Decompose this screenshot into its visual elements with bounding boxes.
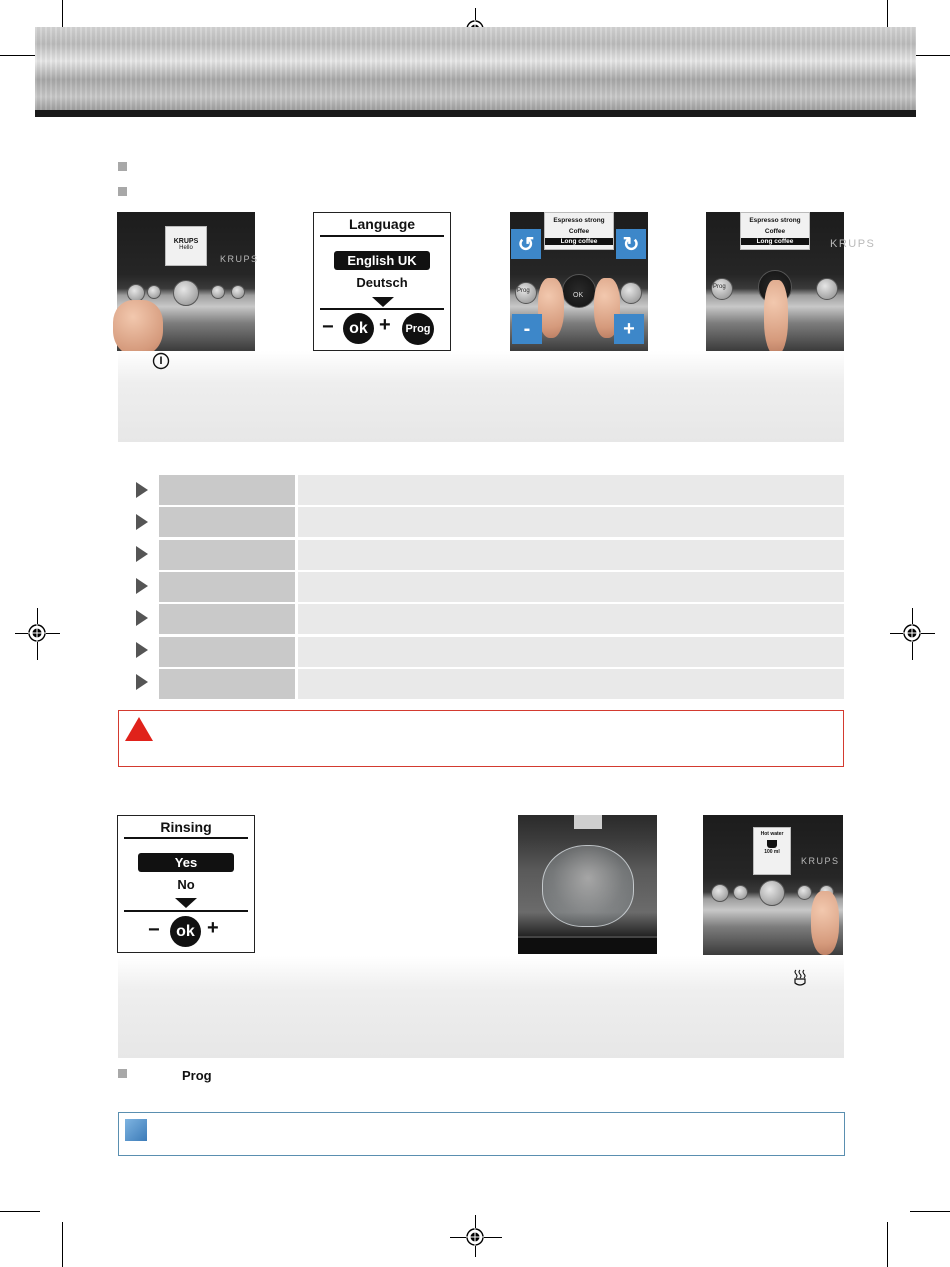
step-bullet: [118, 187, 127, 196]
language-value-cell: [298, 572, 844, 602]
language-label-cell: [159, 669, 295, 699]
down-arrow-icon: [175, 898, 197, 908]
ok-button-icon: ok: [170, 916, 201, 947]
spout: [574, 815, 602, 829]
row-arrow-icon: [136, 546, 148, 562]
language-screen-title: Language: [348, 216, 416, 232]
plus-tile: +: [614, 314, 644, 344]
language-screen: [313, 212, 451, 351]
rinsing-screen: [117, 815, 255, 953]
row-arrow-icon: [136, 578, 148, 594]
glass-bowl-photo: [518, 815, 657, 954]
menu-line: Espresso strong: [749, 217, 801, 224]
row-arrow-icon: [136, 610, 148, 626]
panel-button[interactable]: [211, 285, 225, 299]
screen-text: Hello: [179, 245, 193, 251]
machine-brand: KRUPS: [830, 238, 876, 250]
screen-divider: [320, 235, 444, 237]
row-arrow-icon: [136, 514, 148, 530]
rotate-left-icon: ↺: [511, 229, 541, 259]
rinsing-selected-option[interactable]: Yes: [138, 853, 234, 872]
language-label-cell: [159, 637, 295, 667]
language-label-cell: [159, 572, 295, 602]
ok-button-icon: ok: [343, 313, 374, 344]
language-value-cell: [298, 507, 844, 537]
screen-divider: [124, 837, 248, 839]
warning-icon: [125, 717, 153, 741]
selector-knob[interactable]: [759, 880, 785, 906]
glass-bowl: [542, 845, 634, 927]
screen-divider: [124, 910, 248, 912]
plus-symbol: +: [379, 314, 391, 336]
menu-line: Coffee: [764, 228, 786, 235]
finger-illustration: [811, 891, 839, 955]
prog-button-icon: Prog: [402, 313, 434, 345]
language-value-cell: [298, 604, 844, 634]
language-value-cell: [298, 540, 844, 570]
warning-box: [118, 710, 844, 767]
prog-label: Prog: [182, 1068, 212, 1083]
drip-tray: [518, 936, 657, 954]
menu-line: Espresso strong: [553, 217, 605, 224]
panel-button[interactable]: [147, 285, 161, 299]
rinsing-option[interactable]: No: [177, 877, 195, 892]
cup-icon: [767, 840, 777, 848]
panel-button[interactable]: [231, 285, 245, 299]
row-arrow-icon: [136, 482, 148, 498]
panel-button[interactable]: [620, 282, 642, 304]
minus-symbol: −: [148, 919, 160, 941]
menu-line: Coffee: [568, 228, 590, 235]
machine-screen: [165, 226, 207, 266]
power-icon: [152, 352, 170, 370]
info-icon: [125, 1119, 147, 1141]
header-bar: [35, 27, 916, 112]
language-value-cell: [298, 637, 844, 667]
language-selected-option[interactable]: English UK: [334, 251, 430, 270]
machine-brand: KRUPS: [220, 254, 259, 264]
down-arrow-icon: [372, 297, 394, 307]
registration-mark-icon: [901, 622, 923, 644]
hot-water-icon: [791, 969, 809, 987]
knob-ok-label: OK: [573, 292, 584, 299]
language-label-cell: [159, 604, 295, 634]
selector-knob[interactable]: [173, 280, 199, 306]
language-label-cell: [159, 475, 295, 505]
minus-symbol: −: [322, 316, 334, 338]
minus-tile: -: [512, 314, 542, 344]
panel-button[interactable]: [733, 885, 748, 900]
prog-button-label: Prog: [713, 284, 726, 290]
screen-volume: 100 ml: [764, 849, 780, 855]
machine-power-photo: [117, 212, 259, 351]
language-value-cell: [298, 669, 844, 699]
language-label-cell: [159, 507, 295, 537]
info-box: [118, 1112, 845, 1156]
step-bullet: [118, 1069, 127, 1078]
language-value-cell: [298, 475, 844, 505]
screen-title: Hot water: [760, 831, 784, 837]
machine-knob-photo: [510, 212, 648, 351]
instruction-band: [118, 351, 844, 442]
screen-divider: [320, 308, 444, 310]
menu-line-selected: Long coffee: [545, 238, 613, 245]
row-arrow-icon: [136, 674, 148, 690]
machine-brand: KRUPS: [801, 856, 840, 866]
power-button[interactable]: [711, 884, 729, 902]
machine-screen-menu: [740, 212, 810, 250]
prog-button-label: Prog: [517, 288, 530, 294]
machine-ok-photo: [706, 212, 876, 351]
selector-knob[interactable]: [562, 274, 596, 308]
machine-hot-water-photo: [703, 815, 843, 955]
machine-screen-menu: [544, 212, 614, 250]
panel-button[interactable]: [797, 885, 812, 900]
registration-mark-icon: [464, 1226, 486, 1248]
menu-line-selected: Long coffee: [741, 238, 809, 245]
row-arrow-icon: [136, 642, 148, 658]
rinsing-screen-title: Rinsing: [160, 819, 212, 835]
machine-screen: [753, 827, 791, 875]
language-label-cell: [159, 540, 295, 570]
step-bullet: [118, 162, 127, 171]
plus-symbol: +: [207, 917, 219, 939]
screen-brand: KRUPS: [173, 238, 199, 245]
finger-illustration: [764, 280, 788, 355]
panel-button[interactable]: [816, 278, 838, 300]
registration-mark-icon: [26, 622, 48, 644]
finger-illustration: [113, 300, 163, 356]
language-option[interactable]: Deutsch: [356, 275, 408, 290]
instruction-band: [118, 956, 844, 1058]
rotate-right-icon: ↻: [616, 229, 646, 259]
